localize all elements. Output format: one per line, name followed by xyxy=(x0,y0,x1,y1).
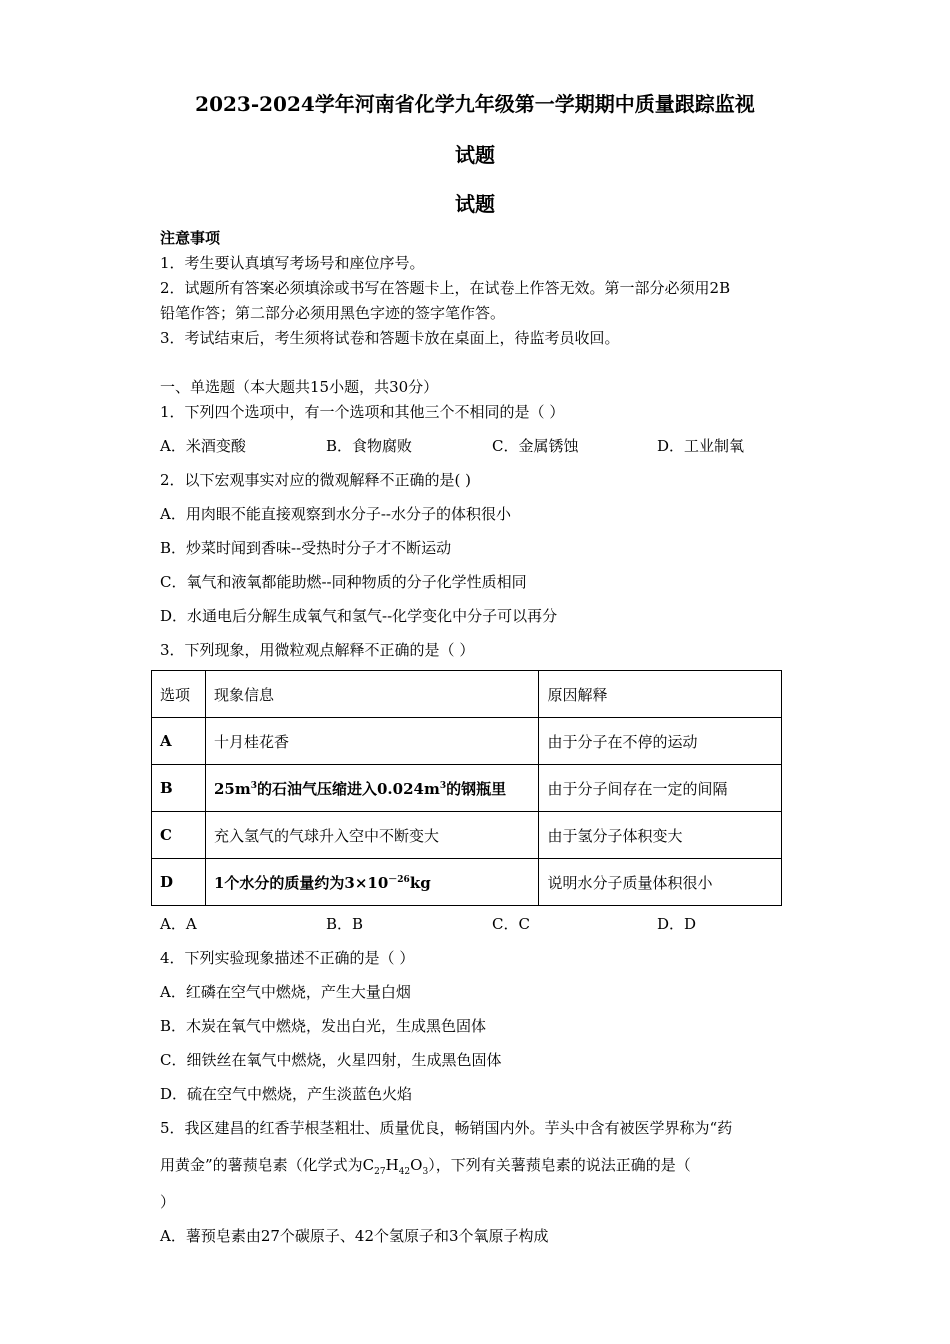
stem-text: 用黄金”的薯蓣皂素（化学式为C xyxy=(160,1156,375,1174)
question-5-stem-line-2 xyxy=(160,1154,691,1175)
stem-text: H xyxy=(385,1156,399,1174)
stem-text: ），下列有关薯蓣皂素的说法正确的是（ xyxy=(428,1156,691,1174)
question-3-option-a: A．A xyxy=(160,915,197,933)
question-1-stem: 1．下列四个选项中，有一个选项和其他三个不相同的是（ ） xyxy=(160,403,565,421)
question-3-table xyxy=(151,670,782,906)
table-row xyxy=(152,859,782,906)
question-3-option-c: C．C xyxy=(492,915,530,933)
table-header-option: 选项 xyxy=(152,671,206,718)
question-2-option-d: D．水通电后分解生成氧气和氢气--化学变化中分子可以再分 xyxy=(160,607,558,625)
question-2-stem: 2．以下宏观事实对应的微观解释不正确的是( ) xyxy=(160,471,472,489)
phen-text-c: 的钢瓶里 xyxy=(446,779,507,798)
phen-text-b: 的石油气压缩进入0.024m xyxy=(256,779,440,798)
table-cell-reason: 说明水分子质量体积很小 xyxy=(539,859,782,906)
table-row xyxy=(152,765,782,812)
superscript: －26 xyxy=(388,874,410,885)
question-4-option-d: D．硫在空气中燃烧，产生淡蓝色火焰 xyxy=(160,1085,413,1103)
question-4-option-b: B．木炭在氧气中燃烧，发出白光，生成黑色固体 xyxy=(160,1017,487,1035)
notice-heading: 注意事项 xyxy=(160,229,221,247)
table-cell-option: D xyxy=(152,859,206,906)
table-cell-option: B xyxy=(152,765,206,812)
section-heading: 一、单选题（本大题共15小题，共30分） xyxy=(160,378,439,396)
question-2-option-c: C．氧气和液氧都能助燃--同种物质的分子化学性质相同 xyxy=(160,573,527,591)
question-5-stem-line-3: ） xyxy=(160,1193,176,1211)
notice-item-1: 1．考生要认真填写考场号和座位序号。 xyxy=(160,254,425,272)
table-cell-reason: 由于分子在不停的运动 xyxy=(539,718,782,765)
table-header-reason: 原因解释 xyxy=(539,671,782,718)
page-subtitle: 试题 xyxy=(455,192,495,216)
notice-item-2: 2．试题所有答案必须填涂或书写在答题卡上，在试卷上作答无效。第一部分必须用2B xyxy=(160,279,731,297)
superscript: 3 xyxy=(439,780,447,791)
table-header-row xyxy=(152,671,782,718)
page-title: 2023-2024学年河南省化学九年级第一学期期中质量跟踪监视 xyxy=(195,92,755,116)
table-cell-phenomenon xyxy=(205,859,538,906)
question-3-option-b: B．B xyxy=(326,915,364,933)
table-cell-option: A xyxy=(152,718,206,765)
phen-text-a: 25m xyxy=(213,779,251,798)
question-1-option-a: A．米酒变酸 xyxy=(160,437,246,455)
subscript: 3 xyxy=(422,1167,429,1177)
question-5-option-a: A．薯预皂素由27个碳原子、42个氢原子和3个氧原子构成 xyxy=(160,1227,549,1245)
question-2-option-b: B．炒菜时闻到香味--受热时分子才不断运动 xyxy=(160,539,452,557)
superscript: 3 xyxy=(250,780,257,791)
table-header-phenomenon: 现象信息 xyxy=(205,671,538,718)
notice-item-2-continued: 铅笔作答；第二部分必须用黑色字迹的签字笔作答。 xyxy=(160,304,506,322)
phen-text-b: kg xyxy=(409,873,431,892)
phen-text-a: 1个水分的质量约为3×10 xyxy=(213,873,389,892)
table-cell-phenomenon: 充入氢气的气球升入空中不断变大 xyxy=(205,812,538,859)
subscript: 27 xyxy=(374,1167,386,1177)
question-1-option-b: B．食物腐败 xyxy=(326,437,413,455)
question-1-option-d: D．工业制氧 xyxy=(657,437,745,455)
question-3-stem: 3．下列现象，用微粒观点解释不正确的是（ ） xyxy=(160,641,475,659)
page-title-continued: 试题 xyxy=(455,143,495,167)
question-1-option-c: C．金属锈蚀 xyxy=(492,437,579,455)
question-4-stem: 4．下列实验现象描述不正确的是（ ） xyxy=(160,949,415,967)
table-cell-phenomenon xyxy=(205,765,538,812)
question-5-stem: 5．我区建昌的红香芋根茎粗壮、质量优良，畅销国内外。芋头中含有被医学界称为“药 xyxy=(160,1119,733,1137)
table-cell-phenomenon: 十月桂花香 xyxy=(205,718,538,765)
notice-item-3: 3．考试结束后，考生须将试卷和答题卡放在桌面上，待监考员收回。 xyxy=(160,329,620,347)
subscript: 42 xyxy=(398,1167,411,1177)
table-row xyxy=(152,718,782,765)
table-cell-reason: 由于分子间存在一定的间隔 xyxy=(539,765,782,812)
question-3-option-d: D．D xyxy=(657,915,697,933)
stem-text: O xyxy=(410,1156,423,1174)
table-row xyxy=(152,812,782,859)
question-2-option-a: A．用肉眼不能直接观察到水分子--水分子的体积很小 xyxy=(160,505,511,523)
question-4-option-a: A．红磷在空气中燃烧，产生大量白烟 xyxy=(160,983,411,1001)
table-cell-option: C xyxy=(152,812,206,859)
question-4-option-c: C．细铁丝在氧气中燃烧，火星四射，生成黑色固体 xyxy=(160,1051,502,1069)
table-cell-reason: 由于氢分子体积变大 xyxy=(539,812,782,859)
